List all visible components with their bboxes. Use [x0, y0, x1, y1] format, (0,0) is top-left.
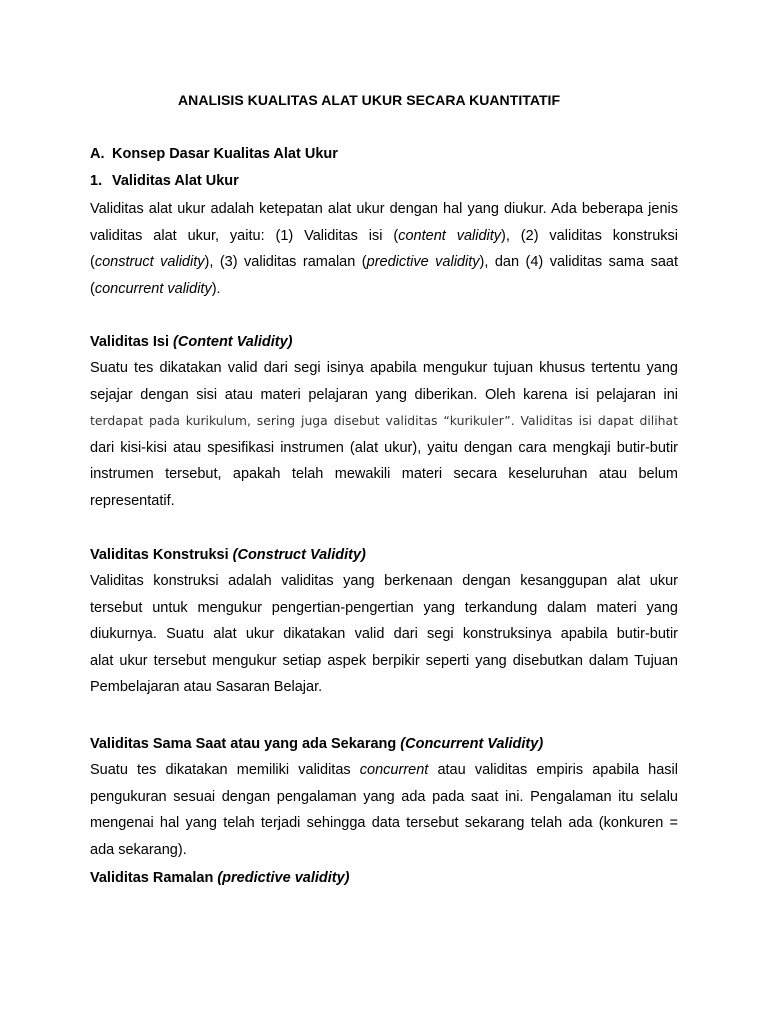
section-a-label: Konsep Dasar Kualitas Alat Ukur [112, 146, 338, 162]
section-1-heading [90, 173, 239, 189]
construct-line-5: Pembelajaran atau Sasaran Belajar. [90, 679, 323, 696]
section-1-marker: 1. [90, 173, 103, 189]
section-a-heading [90, 146, 338, 162]
content-line-5: instrumen tersebut, apakah telah mewakili materi secara keseluruhan atau belum [90, 466, 678, 483]
concurrent-line-3: mengenai hal yang telah terjadi sehingga data tersebut sekarang telah ada (konkuren = [90, 815, 678, 832]
concurrent-validity-heading: Validitas Sama Saat atau yang ada Sekarang (Concurrent Validity) [90, 736, 544, 752]
construct-validity-paragraph [90, 568, 678, 701]
content-validity-heading: Validitas Isi (Content Validity) [90, 334, 293, 350]
intro-paragraph [90, 196, 678, 302]
construct-line-3: diukurnya. Suatu alat ukur dikatakan valid dari segi konstruksinya apabila butir-butir [90, 626, 678, 643]
content-line-3: terdapat pada kurikulum, sering juga disebut validitas “kurikuler”. Validitas isi dapat dilihat [90, 413, 678, 429]
document-title: ANALISIS KUALITAS ALAT UKUR SECARA KUANTITATIF [178, 92, 561, 108]
content-validity-heading-en: (Content Validity) [173, 334, 293, 350]
content-validity-paragraph [90, 355, 678, 515]
concurrent-line-2: pengukuran sesuai dengan pengalaman yang ada pada saat ini. Pengalaman itu selalu [90, 788, 678, 805]
predictive-validity-heading: Validitas Ramalan (predictive validity) [90, 870, 350, 886]
intro-line-2: validitas alat ukur, yaitu: (1) Validitas isi (content validity), (2) validitas konstruksi [90, 227, 679, 244]
concurrent-line-1: Suatu tes dikatakan memiliki validitas concurrent atau validitas empiris apabila hasil [90, 762, 678, 778]
intro-line-3: (construct validity), (3) validitas ramalan (predictive validity), dan (4) validitas sama saat [90, 254, 678, 271]
intro-line-4: (concurrent validity). [90, 280, 221, 297]
construct-line-2: tersebut untuk mengukur pengertian-pengertian yang terkandung dalam materi yang [90, 599, 678, 616]
construct-validity-heading: Validitas Konstruksi (Construct Validity) [90, 547, 366, 563]
content-line-2: sejajar dengan sisi atau materi pelajaran yang diberikan. Oleh karena isi pelajaran ini [90, 386, 678, 403]
construct-validity-heading-en: (Construct Validity) [232, 547, 366, 563]
intro-line-1: Validitas alat ukur adalah ketepatan alat ukur dengan hal yang diukur. Ada beberapa jenis [90, 201, 678, 217]
concurrent-validity-heading-en: (Concurrent Validity) [400, 736, 544, 752]
concurrent-line-4: ada sekarang). [90, 841, 187, 858]
content-line-6: representatif. [90, 492, 175, 509]
content-line-1: Suatu tes dikatakan valid dari segi isinya apabila mengukur tujuan khusus tertentu yang [90, 360, 678, 376]
predictive-validity-heading-en: (predictive validity) [217, 870, 350, 886]
section-a-marker: A. [90, 146, 105, 162]
concurrent-validity-paragraph [90, 757, 678, 863]
section-1-label: Validitas Alat Ukur [112, 173, 239, 189]
construct-line-4: alat ukur tersebut mengukur setiap aspek berpikir seperti yang disebutkan dalam Tujuan [90, 652, 678, 669]
construct-line-1: Validitas konstruksi adalah validitas yang berkenaan dengan kesanggupan alat ukur [90, 573, 678, 589]
content-line-4: dari kisi-kisi atau spesifikasi instrumen (alat ukur), yaitu dengan cara mengkaji butir-butir [90, 439, 678, 456]
